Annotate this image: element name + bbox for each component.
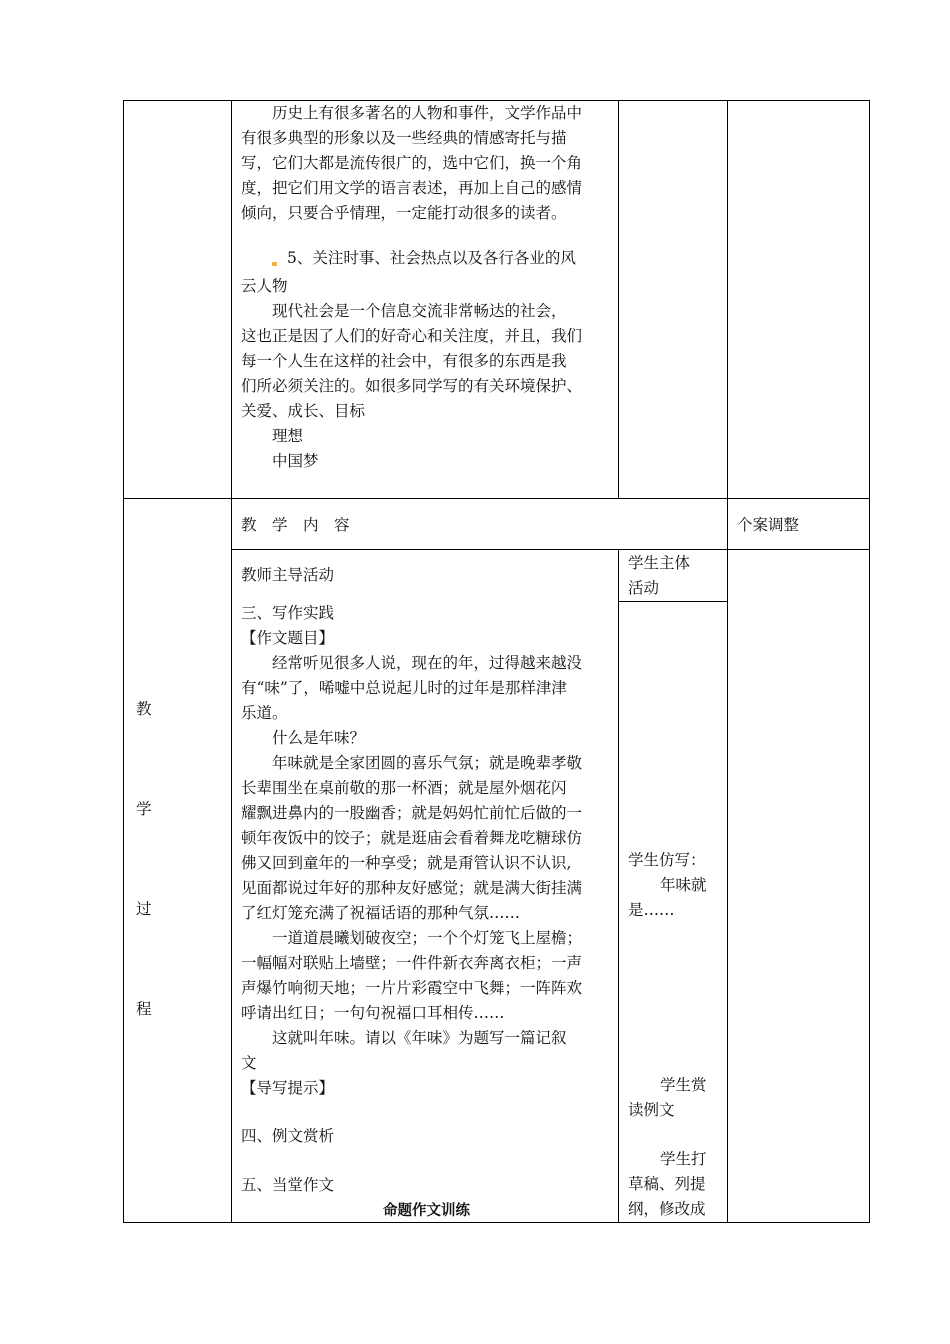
section-heading: 三、写作实践	[241, 604, 335, 622]
paragraph-line: 倾向，只要合乎情理，一定能打动很多的读者。	[241, 204, 567, 222]
teacher-main-content	[241, 601, 613, 1101]
table-column-divider	[618, 100, 619, 499]
student-note: 学生仿写：	[628, 851, 706, 869]
process-label-char: 学	[136, 800, 152, 818]
annotation-mark	[272, 262, 277, 266]
paragraph-line: 现代社会是一个信息交流非常畅达的社会，	[272, 302, 567, 320]
paragraph-line: 了红灯笼充满了祝福话语的那种气氛……	[241, 904, 521, 922]
paragraph-line: 每一个人生在这样的社会中，有很多的东西是我	[241, 352, 567, 370]
item5-line: 5、关注时事、社会热点以及各行各业的风	[287, 249, 576, 267]
paragraph-line: 乐道。	[241, 704, 288, 722]
paragraph-line: 理想	[272, 427, 304, 445]
guide-heading: 【导写提示】	[241, 1079, 335, 1097]
question-line: 什么是年味？	[272, 729, 366, 747]
paragraph-line: 耀飘进鼻内的一股幽香；就是妈妈忙前忙后做的一	[241, 804, 583, 822]
process-label-char: 教	[136, 700, 152, 718]
item5-line: 云人物	[241, 277, 288, 295]
paragraph-line: 顿年夜饭中的饺子；就是逛庙会看着舞龙吃糖球仿	[241, 829, 583, 847]
student-activity-header: 活动	[628, 579, 660, 597]
student-note: 读例文	[628, 1101, 675, 1119]
assignment-line: 文	[241, 1054, 257, 1072]
student-activity-header: 学生主体	[628, 554, 691, 572]
paragraph-line: 佛又回到童年的一种享受；就是甭管认识不认识,	[241, 854, 572, 872]
poem-line: 声爆竹响彻天地；一片片彩霞空中飞舞；一阵阵欢	[241, 979, 583, 997]
table-row-divider	[231, 549, 870, 550]
table-border-right	[869, 100, 870, 1223]
row1-content	[241, 101, 613, 226]
section-heading: 四、例文赏析	[241, 1127, 335, 1145]
student-note: 年味就	[660, 876, 707, 894]
poem-line: 呼请出红日；一句句祝福口耳相传……	[241, 1004, 505, 1022]
table-column-divider	[618, 549, 619, 1223]
poem-line: 一道道晨曦划破夜空；一个个灯笼飞上屋檐；	[272, 929, 583, 947]
table-border-left	[123, 100, 124, 1223]
paragraph-line: 经常听见很多人说，现在的年，过得越来越没	[272, 654, 583, 672]
student-note: 纲，修改成	[628, 1200, 706, 1218]
paragraph-line: 们所必须关注的。如很多同学写的有关环境保护、	[241, 377, 583, 395]
paragraph-line: 有很多典型的形象以及一些经典的情感寄托与描	[241, 129, 567, 147]
paragraph-line: 中国梦	[272, 452, 319, 470]
topic-heading: 【作文题目】	[241, 629, 335, 647]
table-row-divider	[618, 601, 727, 602]
case-adjust-header: 个案调整	[737, 516, 800, 534]
student-note: 是……	[628, 901, 675, 919]
assignment-line: 这就叫年味。请以《年味》为题写一篇记叙	[272, 1029, 567, 1047]
student-note: 学生打	[660, 1150, 707, 1168]
student-note: 草稿、列提	[628, 1175, 706, 1193]
table-row-divider	[123, 498, 870, 499]
poem-line: 一幅幅对联贴上墙壁；一件件新衣奔离衣柜；一声	[241, 954, 583, 972]
process-label-char: 过	[136, 900, 152, 918]
footer-title: 命题作文训练	[383, 1203, 470, 1219]
paragraph-line: 关爱、成长、目标	[241, 402, 366, 420]
section-heading: 五、当堂作文	[241, 1176, 335, 1194]
table-column-divider	[231, 100, 232, 1223]
paragraph-line: 历史上有很多著名的人物和事件，文学作品中	[272, 104, 583, 122]
paragraph-line: 年味就是全家团圆的喜乐气氛；就是晚辈孝敬	[272, 754, 583, 772]
row1-paragraph2	[241, 299, 613, 474]
teaching-content-header: 教 学 内 容	[241, 516, 350, 534]
paragraph-line: 写，它们大都是流传很广的，选中它们，换一个角	[241, 154, 583, 172]
paragraph-line: 长辈围坐在桌前敬的那一杯酒；就是屋外烟花闪	[241, 779, 567, 797]
paragraph-line: 有“味”了，唏嘘中总说起儿时的过年是那样津津	[241, 679, 567, 697]
paragraph-line: 见面都说过年好的那种友好感觉；就是满大街挂满	[241, 879, 583, 897]
table-column-divider	[727, 100, 728, 1223]
paragraph-line: 度，把它们用文学的语言表述，再加上自己的感情	[241, 179, 583, 197]
student-note: 学生赏	[660, 1076, 707, 1094]
table-border-bottom	[123, 1222, 870, 1223]
paragraph-line: 这也正是因了人们的好奇心和关注度，并且，我们	[241, 327, 583, 345]
process-label-char: 程	[136, 1000, 152, 1018]
teacher-activity-header: 教师主导活动	[241, 566, 335, 584]
